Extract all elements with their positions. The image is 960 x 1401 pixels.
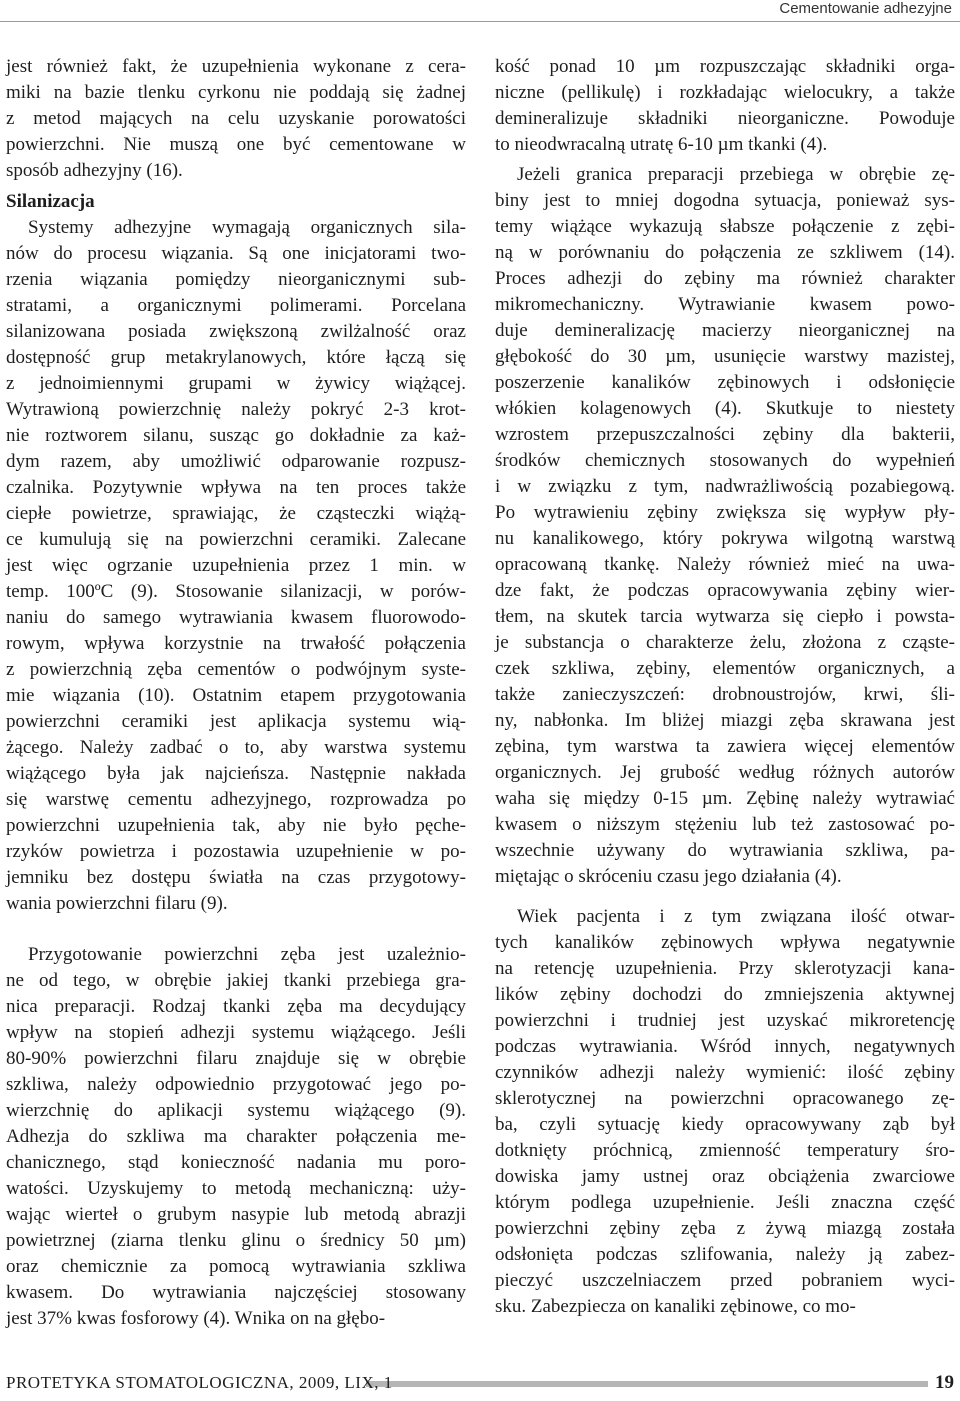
text-line: niczne (pellikulę) i rozkładając wielocukry, a także xyxy=(495,82,955,103)
text-line: z jednoimiennymi grupami w żywicy wiążącej. xyxy=(6,373,466,394)
text-line: pieczyć uszczelniaczem przed pobraniem wyci- xyxy=(495,1270,955,1291)
text-line: żącego. Należy zadbać o to, aby warstwa systemu xyxy=(6,737,466,758)
text-line: organicznych. Jej grubość według różnych autorów xyxy=(495,762,955,783)
text-line: włókien kolagenowych (4). Skutkuje to niestety xyxy=(495,398,955,419)
text-line: się warstwę cementu adhezyjnego, rozprowadza po xyxy=(6,789,466,810)
text-line: ne od tego, w obrębie jakiej tkanki przebiega gra- xyxy=(6,970,466,991)
text-line: jemniku bez dostępu światła na czas przygotowy- xyxy=(6,867,466,888)
text-line: chanicznego, stąd konieczność nadania mu poro- xyxy=(6,1152,466,1173)
text-line: rzyków powietrza i pozostawia uzupełnienie w po- xyxy=(6,841,466,862)
text-line: Po wytrawieniu zębiny zwiększa się wypływ pły- xyxy=(495,502,955,523)
section-heading-silanizacja: Silanizacja xyxy=(6,191,95,212)
text-line: Wiek pacjenta i z tym związana ilość otwar- xyxy=(517,906,955,927)
left-paragraph-1 xyxy=(6,54,466,184)
text-line: waha się między 0-15 µm. Zębinę należy wytrawiać xyxy=(495,788,955,809)
right-paragraph-3 xyxy=(495,904,955,1320)
text-line: nie roztworem silanu, susząc go dokładnie za każ- xyxy=(6,425,466,446)
text-line: wiążącego była jak najcieńsza. Następnie nakłada xyxy=(6,763,466,784)
text-line: także zanieczyszczeń: drobnoustrojów, krwi, śli- xyxy=(495,684,955,705)
text-line: jest 37% kwas fosforowy (4). Wnika on na głębo- xyxy=(6,1308,386,1329)
text-line: powietrznej (ziarna tlenku glinu o średnicy 50 µm) xyxy=(6,1230,466,1251)
text-line: kwasem. Do wytrawiania najczęściej stosowany xyxy=(6,1282,466,1303)
text-line: wpływ na stopień adhezji systemu wiążącego. Jeśli xyxy=(6,1022,466,1043)
text-line: sklerotycznej na powierzchni opracowanego zę- xyxy=(495,1088,955,1109)
text-line: ba, czyli sytuację kiedy opracowywany ząb był xyxy=(495,1114,955,1135)
text-line: czek szkliwa, zębiny, elementów organicznych, a xyxy=(495,658,955,679)
text-line: powierzchni uzupełnienia tak, aby nie było pęche- xyxy=(6,815,466,836)
right-paragraph-1 xyxy=(495,54,955,158)
page-number: 19 xyxy=(935,1372,954,1393)
text-line: na retencję uzupełnienia. Przy sklerotyzacji kana- xyxy=(495,958,955,979)
text-line: Wytrawioną powierzchnię należy pokryć 2-3 krot- xyxy=(6,399,466,420)
text-line: miki na bazie tlenku cyrkonu nie poddają się żadnej xyxy=(6,82,466,103)
text-line: poszerzenie kanalików zębinowych i odsłonięcie xyxy=(495,372,955,393)
text-line: sposób adhezyjny (16). xyxy=(6,160,183,181)
text-line: mie wiązania (10). Ostatnim etapem przygotowania xyxy=(6,685,466,706)
text-line: dotknięty próchnicą, zmienność temperatury śro- xyxy=(495,1140,955,1161)
text-line: 80-90% powierzchni filaru znajduje się w obrębie xyxy=(6,1048,466,1069)
text-line: czynników adhezji należy wymienić: ilość zębiny xyxy=(495,1062,955,1083)
left-paragraph-2 xyxy=(6,215,466,917)
text-line: wierzchnię do aplikacji systemu wiążącego (9). xyxy=(6,1100,466,1121)
text-line: zębina, tym warstwa ta zawiera więcej elementów xyxy=(495,736,955,757)
text-line: dym razem, aby umożliwić odparowanie rozpusz- xyxy=(6,451,466,472)
text-line: wzrostem przepuszczalności zębiny dla bakterii, xyxy=(495,424,955,445)
text-line: demineralizuje składniki nieorganiczne. Powoduje xyxy=(495,108,955,129)
right-paragraph-2 xyxy=(495,162,955,890)
text-line: nu kanalikowego, który pokrywa wilgotną warstwą xyxy=(495,528,955,549)
running-head: Cementowanie adhezyjne xyxy=(779,0,952,17)
text-line: powierzchni ceramiki jest aplikacja systemu wią- xyxy=(6,711,466,732)
text-line: Przygotowanie powierzchni zęba jest uzależnio- xyxy=(28,944,466,965)
text-line: ną w porównaniu do połączenia ze szkliwem (14). xyxy=(495,242,955,263)
text-line: Adhezja do szkliwa ma charakter połączenia me- xyxy=(6,1126,466,1147)
text-line: i w związku z tym, nadwrażliwością pozabiegową. xyxy=(495,476,955,497)
text-line: mikromechaniczny. Wytrawianie kwasem powo- xyxy=(495,294,955,315)
text-line: ce kumulują się na powierzchni ceramiki. Zalecane xyxy=(6,529,466,550)
text-line: wając wierteł o grubym nasypie lub metodą abrazji xyxy=(6,1204,466,1225)
header-rule xyxy=(0,21,960,22)
text-line: rowym, wpływa korzystnie na trwałość połączenia xyxy=(6,633,466,654)
text-line: sku. Zabezpiecza on kanaliki zębinowe, co mo- xyxy=(495,1296,856,1317)
text-line: środków chemicznych stosowanych do wypełnień xyxy=(495,450,955,471)
text-line: je substancja o charakterze żelu, złożona z cząste- xyxy=(495,632,955,653)
text-line: watości. Uzyskujemy to metodą mechaniczną: uży- xyxy=(6,1178,466,1199)
text-line: opracowaną tkankę. Należy również mieć na uwa- xyxy=(495,554,955,575)
text-line: biny jest to mniej dogodna sytuacja, ponieważ sys- xyxy=(495,190,955,211)
text-line: wszechnie używany do wytrawiania szkliwa, pa- xyxy=(495,840,955,861)
text-line: tłem, na skutek tarcia wytwarza się ciepło i powsta- xyxy=(495,606,955,627)
text-line: silanizowana posiada zwiększoną zwilżalność oraz xyxy=(6,321,466,342)
text-line: jest więc ogrzanie uzupełnienia przez 1 min. w xyxy=(6,555,466,576)
journal-citation: PROTETYKA STOMATOLOGICZNA, 2009, LIX, 1 xyxy=(6,1373,393,1392)
text-line: szkliwa, należy odpowiednio przygotować jego po- xyxy=(6,1074,466,1095)
text-line: odsłonięta podczas szlifowania, należy ją zabez- xyxy=(495,1244,955,1265)
text-line: duje demineralizację macierzy nieorganicznej na xyxy=(495,320,955,341)
text-line: którym podlega uzupełnienie. Jeśli znaczna część xyxy=(495,1192,955,1213)
text-line: kwasem o niższym stężeniu lub też zastosować po- xyxy=(495,814,955,835)
text-line: temp. 100ºC (9). Stosowanie silanizacji, w porów- xyxy=(6,581,466,602)
text-line: Jeżeli granica preparacji przebiega w obrębie zę- xyxy=(517,164,955,185)
text-line: powierzchni. Nie muszą one być cementowane w xyxy=(6,134,466,155)
text-line: nica preparacji. Rodzaj tkanki zęba ma decydujący xyxy=(6,996,466,1017)
text-line: to nieodwracalną utratę 6-10 µm tkanki (4). xyxy=(495,134,828,155)
text-line: oraz chemicznie za pomocą wytrawiania szkliwa xyxy=(6,1256,466,1277)
text-line: dowiska jamy ustnej oraz obciążenia zwarciowe xyxy=(495,1166,955,1187)
text-line: lików zębiny dochodzi do zmniejszenia aktywnej xyxy=(495,984,955,1005)
text-line: wania powierzchni filaru (9). xyxy=(6,893,228,914)
text-line: powierzchni i trudniej jest uzyskać mikroretencję xyxy=(495,1010,955,1031)
text-line: z metod mających na celu uzyskanie porowatości xyxy=(6,108,466,129)
text-line: rzenia wiązania pomiędzy nieorganicznymi sub- xyxy=(6,269,466,290)
text-line: nów do procesu wiązania. Są one inicjatorami two- xyxy=(6,243,466,264)
text-line: miętając o skróceniu czasu jego działania (4). xyxy=(495,866,842,887)
footer-rule xyxy=(366,1381,928,1387)
text-line: Systemy adhezyjne wymagają organicznych sila- xyxy=(28,217,466,238)
text-line: tych kanalików zębinowych wpływa negatywnie xyxy=(495,932,955,953)
text-line: stratami, a organicznymi polimerami. Porcelana xyxy=(6,295,466,316)
text-line: temy wiążące wykazują słabsze połączenie z zębi- xyxy=(495,216,955,237)
text-line: naniu do samego wytrawiania kwasem fluorowodo- xyxy=(6,607,466,628)
text-line: czalnika. Pozytywnie wpływa na ten proces także xyxy=(6,477,466,498)
text-line: powierzchni zębiny zęba z żywą miazgą została xyxy=(495,1218,955,1239)
text-line: dostępność grup metakrylanowych, które łączą się xyxy=(6,347,466,368)
text-line: ciepłe powietrze, sprawiając, że cząsteczki wiążą- xyxy=(6,503,466,524)
text-line: ny, nabłonka. Im bliżej miazgi zęba skrawana jest xyxy=(495,710,955,731)
text-line: Proces adhezji do zębiny ma również charakter xyxy=(495,268,955,289)
left-paragraph-3 xyxy=(6,942,466,1332)
text-line: podczas wytrawiania. Wśród innych, negatywnych xyxy=(495,1036,955,1057)
text-line: głębokość do 30 µm, usunięcie warstwy mazistej, xyxy=(495,346,955,367)
text-line: dze fakt, że podczas opracowywania zębiny wier- xyxy=(495,580,955,601)
text-line: z powierzchnią zęba cementów o podwójnym syste- xyxy=(6,659,466,680)
text-line: kość ponad 10 µm rozpuszczając składniki orga- xyxy=(495,56,955,77)
text-line: jest również fakt, że uzupełnienia wykonane z cera- xyxy=(6,56,466,77)
